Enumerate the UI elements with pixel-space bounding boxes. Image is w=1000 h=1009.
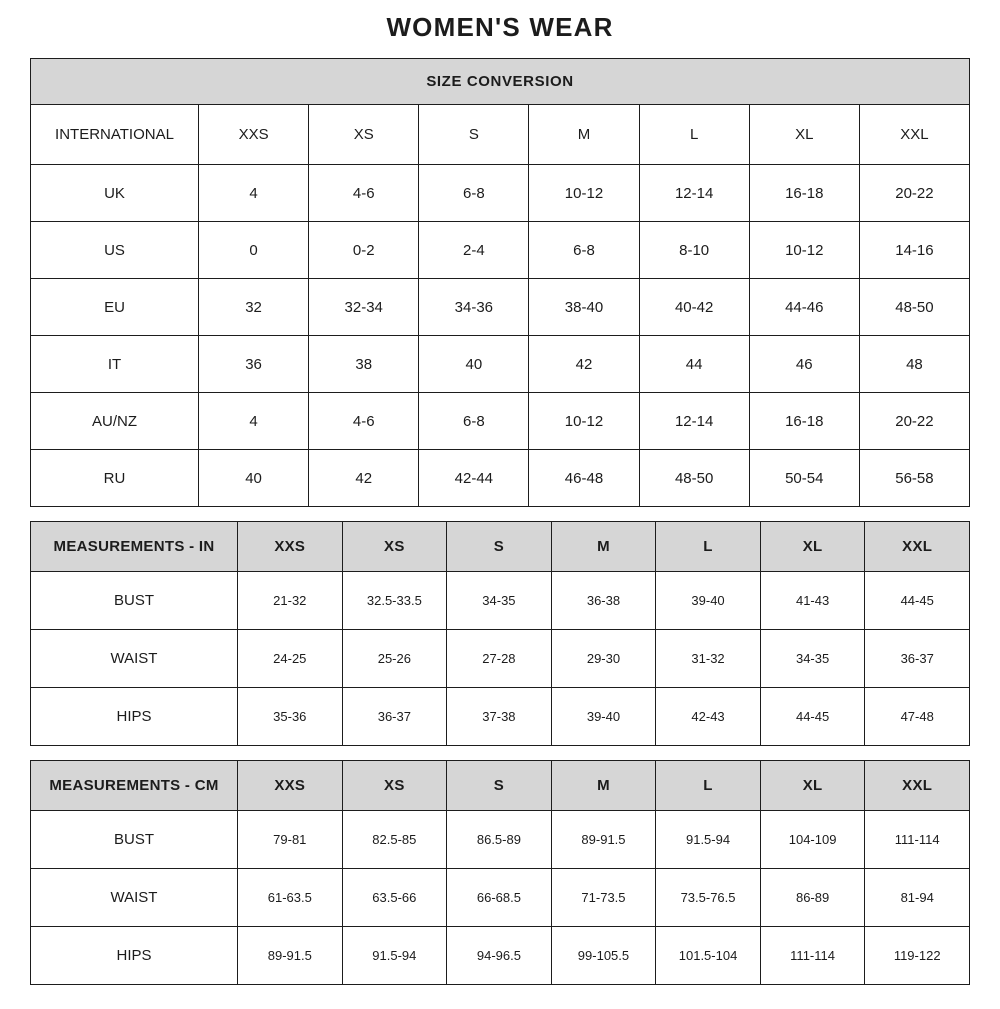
size-conversion-value: 20-22 [859,393,969,450]
size-conversion-size-header: XS [309,105,419,165]
size-conversion-title: SIZE CONVERSION [31,59,970,105]
size-conversion-value: 4-6 [309,165,419,222]
size-conversion-value: 12-14 [639,165,749,222]
measurements-in-value: 39-40 [551,688,656,746]
size-conversion-row [31,279,970,336]
measurements-in-value: 44-45 [760,688,865,746]
measurements-cm-size-header: M [551,761,656,811]
measurements-cm-value: 101.5-104 [656,927,761,985]
measurements-in-size-header: XL [760,522,865,572]
measurements-in-value: 47-48 [865,688,970,746]
measurements-in-value: 32.5-33.5 [342,572,447,630]
measurements-in-value: 36-37 [865,630,970,688]
size-conversion-row [31,222,970,279]
size-conversion-header-row [31,105,970,165]
size-conversion-value: 4 [199,165,309,222]
size-conversion-value: 42-44 [419,450,529,507]
measurements-cm-value: 99-105.5 [551,927,656,985]
size-conversion-row-label: IT [31,336,199,393]
measurements-cm-row [31,811,970,869]
measurements-in-row-label: WAIST [31,630,238,688]
measurements-cm-value: 111-114 [865,811,970,869]
measurements-cm-value: 79-81 [238,811,343,869]
measurements-cm-value: 82.5-85 [342,811,447,869]
size-conversion-row [31,393,970,450]
measurements-cm-size-header: XXS [238,761,343,811]
measurements-cm-row [31,927,970,985]
size-conversion-value: 12-14 [639,393,749,450]
size-conversion-value: 16-18 [749,165,859,222]
measurements-in-value: 31-32 [656,630,761,688]
size-conversion-value: 48 [859,336,969,393]
measurements-cm-value: 61-63.5 [238,869,343,927]
measurements-cm-size-header: XXL [865,761,970,811]
measurements-in-value: 44-45 [865,572,970,630]
measurements-in-body [31,522,970,746]
measurements-in-value: 36-37 [342,688,447,746]
measurements-cm-value: 63.5-66 [342,869,447,927]
size-conversion-value: 56-58 [859,450,969,507]
size-conversion-value: 32 [199,279,309,336]
measurements-in-size-header: XXS [238,522,343,572]
measurements-in-value: 34-35 [760,630,865,688]
measurements-cm-value: 104-109 [760,811,865,869]
size-conversion-value: 34-36 [419,279,529,336]
size-conversion-value: 48-50 [639,450,749,507]
measurements-cm-value: 81-94 [865,869,970,927]
size-conversion-value: 14-16 [859,222,969,279]
size-conversion-row-label: EU [31,279,199,336]
measurements-in-value: 29-30 [551,630,656,688]
measurements-in-row-label: BUST [31,572,238,630]
measurements-cm-table [30,760,970,985]
measurements-cm-value: 89-91.5 [238,927,343,985]
measurements-in-size-header: XXL [865,522,970,572]
measurements-cm-header-row [31,761,970,811]
measurements-cm-value: 111-114 [760,927,865,985]
size-conversion-table [30,58,970,507]
size-conversion-row-label: RU [31,450,199,507]
page-title: WOMEN'S WEAR [386,12,614,42]
size-conversion-row [31,336,970,393]
measurements-in-value: 27-28 [447,630,552,688]
size-conversion-row [31,450,970,507]
size-conversion-body [31,105,970,507]
size-conversion-value: 44 [639,336,749,393]
size-conversion-value: 10-12 [749,222,859,279]
size-conversion-value: 42 [309,450,419,507]
measurements-cm-value: 89-91.5 [551,811,656,869]
measurements-cm-value: 91.5-94 [656,811,761,869]
size-conversion-value: 10-12 [529,165,639,222]
measurements-cm-label-header: MEASUREMENTS - CM [31,761,238,811]
size-conversion-value: 38 [309,336,419,393]
size-conversion-value: 4 [199,393,309,450]
size-conversion-value: 48-50 [859,279,969,336]
measurements-cm-value: 86.5-89 [447,811,552,869]
measurements-cm-value: 73.5-76.5 [656,869,761,927]
measurements-cm-row-label: WAIST [31,869,238,927]
measurements-in-value: 34-35 [447,572,552,630]
measurements-cm-value: 119-122 [865,927,970,985]
size-conversion-title-row [31,59,970,105]
measurements-in-table [30,521,970,746]
size-conversion-size-header: XL [749,105,859,165]
size-conversion-value: 40 [199,450,309,507]
measurements-cm-row-label: HIPS [31,927,238,985]
size-conversion-value: 40-42 [639,279,749,336]
measurements-cm-value: 71-73.5 [551,869,656,927]
size-conversion-value: 50-54 [749,450,859,507]
size-conversion-value: 42 [529,336,639,393]
measurements-cm-row [31,869,970,927]
measurements-in-row-label: HIPS [31,688,238,746]
measurements-in-size-header: S [447,522,552,572]
measurements-cm-value: 91.5-94 [342,927,447,985]
measurements-cm-value: 86-89 [760,869,865,927]
size-conversion-size-header: L [639,105,749,165]
size-conversion-value: 46-48 [529,450,639,507]
measurements-in-row [31,572,970,630]
size-conversion-size-header: XXS [199,105,309,165]
measurements-in-value: 35-36 [238,688,343,746]
measurements-in-value: 39-40 [656,572,761,630]
size-conversion-value: 8-10 [639,222,749,279]
measurements-cm-size-header: L [656,761,761,811]
measurements-in-value: 24-25 [238,630,343,688]
size-conversion-value: 10-12 [529,393,639,450]
size-conversion-value: 40 [419,336,529,393]
measurements-cm-size-header: XL [760,761,865,811]
measurements-cm-row-label: BUST [31,811,238,869]
measurements-cm-body [31,761,970,985]
size-conversion-value: 2-4 [419,222,529,279]
size-conversion-value: 6-8 [529,222,639,279]
size-conversion-row-label: UK [31,165,199,222]
measurements-in-header-row [31,522,970,572]
measurements-in-row [31,688,970,746]
measurements-in-value: 37-38 [447,688,552,746]
measurements-in-value: 21-32 [238,572,343,630]
measurements-in-label-header: MEASUREMENTS - IN [31,522,238,572]
size-conversion-value: 20-22 [859,165,969,222]
size-conversion-value: 6-8 [419,165,529,222]
size-conversion-size-header: M [529,105,639,165]
size-conversion-value: 44-46 [749,279,859,336]
measurements-cm-value: 94-96.5 [447,927,552,985]
size-conversion-value: 32-34 [309,279,419,336]
size-conversion-value: 38-40 [529,279,639,336]
size-conversion-value: 16-18 [749,393,859,450]
size-conversion-size-header: XXL [859,105,969,165]
measurements-in-value: 25-26 [342,630,447,688]
measurements-cm-size-header: S [447,761,552,811]
measurements-in-size-header: L [656,522,761,572]
size-conversion-value: 0 [199,222,309,279]
size-conversion-value: 36 [199,336,309,393]
measurements-in-size-header: XS [342,522,447,572]
size-conversion-row-label: US [31,222,199,279]
size-conversion-value: 46 [749,336,859,393]
size-conversion-label-header: INTERNATIONAL [31,105,199,165]
size-conversion-value: 6-8 [419,393,529,450]
measurements-cm-value: 66-68.5 [447,869,552,927]
size-conversion-row-label: AU/NZ [31,393,199,450]
measurements-in-size-header: M [551,522,656,572]
measurements-cm-size-header: XS [342,761,447,811]
size-conversion-row [31,165,970,222]
size-conversion-value: 4-6 [309,393,419,450]
measurements-in-row [31,630,970,688]
size-conversion-size-header: S [419,105,529,165]
size-conversion-value: 0-2 [309,222,419,279]
measurements-in-value: 41-43 [760,572,865,630]
measurements-in-value: 42-43 [656,688,761,746]
measurements-in-value: 36-38 [551,572,656,630]
